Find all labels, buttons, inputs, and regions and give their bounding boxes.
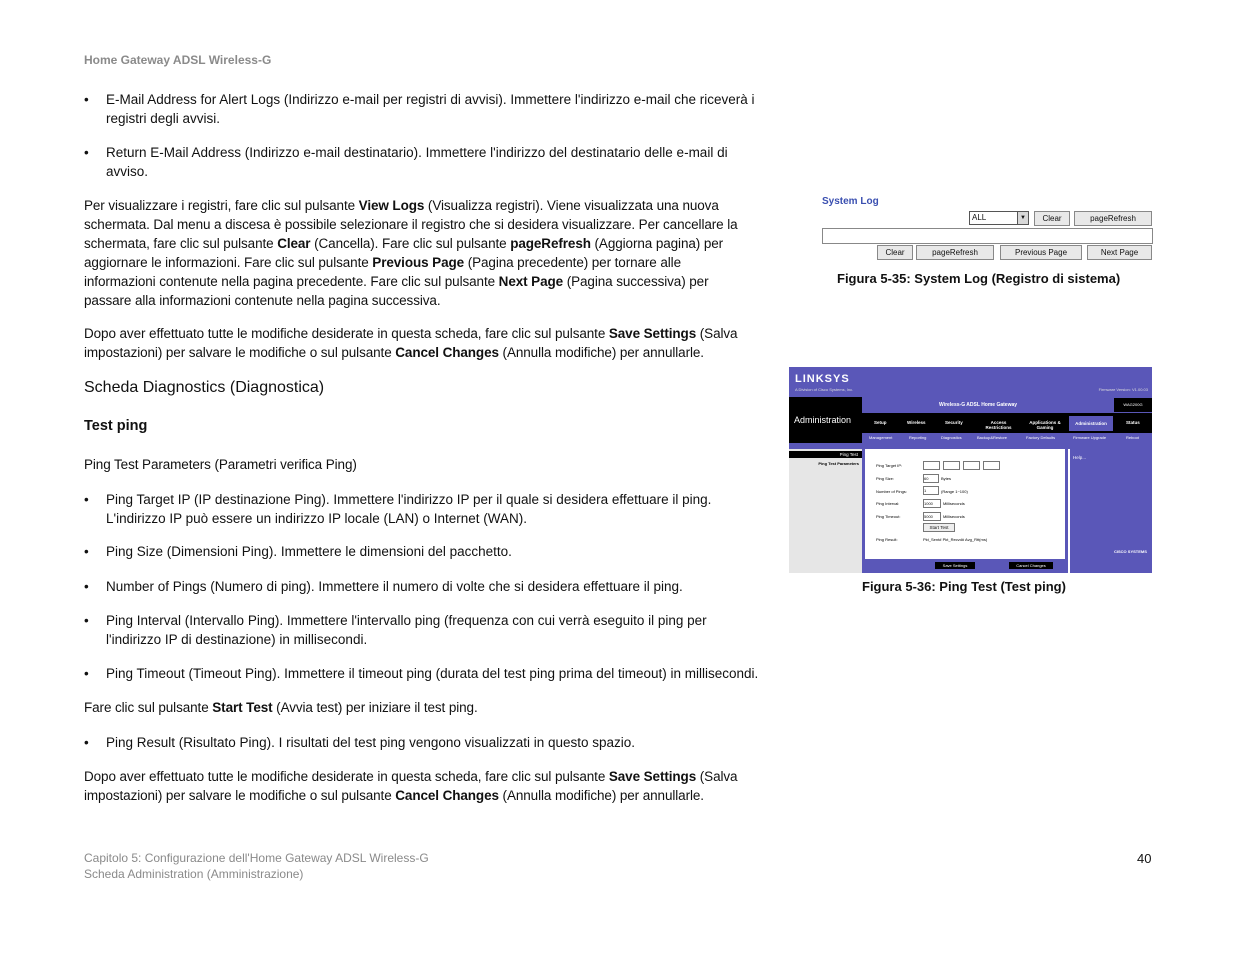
page-number: 40 <box>1137 851 1152 866</box>
label-ping-interval: Ping Interval: <box>876 501 900 506</box>
section-title: Scheda Diagnostics (Diagnostica) <box>84 379 325 396</box>
paragraph-start-test: Fare clic sul pulsante Start Test (Avvia test) per iniziare il test ping. <box>84 700 478 715</box>
tab-applications-gaming[interactable]: Applications & Gaming <box>1029 420 1061 430</box>
linksys-logo: LINKSYS <box>795 373 850 385</box>
label-ping-target: Ping Target IP: <box>876 463 903 468</box>
ping-ip-octet-4[interactable] <box>983 461 1000 470</box>
ping-ip-octet-3[interactable] <box>963 461 980 470</box>
cisco-logo: CISCO SYSTEMS <box>1114 549 1147 554</box>
ping-count-range: (Range 1~100) <box>941 489 968 494</box>
clear-button-top[interactable]: Clear <box>1034 211 1070 226</box>
ping-result-header: Pkt_Sent# Pkt_Recvd# Avg_Rtt(ms) <box>923 537 988 542</box>
ping-timeout-unit: Milliseconds <box>943 514 965 519</box>
subnav-reboot[interactable]: Reboot <box>1126 435 1139 440</box>
left-panel <box>789 449 862 573</box>
ping-ip-octet-2[interactable] <box>943 461 960 470</box>
figure-36-caption: Figura 5-36: Ping Test (Test ping) <box>862 579 1066 594</box>
page-refresh-button-top[interactable]: pageRefresh <box>1074 211 1152 226</box>
tab-setup[interactable]: Setup <box>874 420 887 425</box>
clear-button-bottom[interactable]: Clear <box>877 245 913 260</box>
log-type-select[interactable]: ALL ▼ <box>969 211 1029 225</box>
page-refresh-button-bottom[interactable]: pageRefresh <box>916 245 994 260</box>
firmware-version: Firmware Version: V1.00.03 <box>1098 387 1148 392</box>
figure-system-log <box>820 193 1155 265</box>
subnav-factory-defaults[interactable]: Factory Defaults <box>1026 435 1056 440</box>
model-badge: WAG200G <box>1114 398 1152 412</box>
ping-timeout-input[interactable]: 5000 <box>923 512 941 521</box>
section-label: Administration <box>794 415 852 425</box>
product-name: Wireless-G ADSL Home Gateway <box>939 402 1018 408</box>
label-ping-result: Ping Result: <box>876 537 898 542</box>
label-ping-size: Ping Size: <box>876 476 895 481</box>
tab-administration[interactable]: Administration <box>1069 416 1113 431</box>
ping-size-input[interactable]: 60 <box>923 474 939 483</box>
left-panel-item: Ping Test Parameters <box>818 461 859 466</box>
tab-access-restrictions[interactable]: Access Restrictions <box>985 420 1012 430</box>
system-log-title: System Log <box>822 196 879 207</box>
subnav-diagnostics[interactable]: Diagnostics <box>941 435 962 440</box>
paragraph-save-settings-2: Dopo aver effettuato tutte le modifiche desiderate in questa scheda, fare clic sul pulsante Save Settings (Salva impostazioni) per salvare le modifiche o sul pulsante Cancel Changes (Annulla modifiche) per annullarle. <box>84 769 738 803</box>
label-ping-timeout: Ping Timeout: <box>876 514 901 519</box>
ping-interval-unit: Milliseconds <box>943 501 965 506</box>
subnav-management[interactable]: Management <box>869 435 893 440</box>
subnav-firmware-upgrade[interactable]: Firmware Upgrade <box>1073 435 1107 440</box>
help-link[interactable]: Help... <box>1073 455 1087 460</box>
subsection-title: Test ping <box>84 418 148 434</box>
label-number-pings: Number of Pings: <box>876 489 907 494</box>
ping-ip-octet-1[interactable] <box>923 461 940 470</box>
left-panel-header: Ping Test <box>789 451 862 458</box>
chevron-down-icon: ▼ <box>1017 212 1028 224</box>
figure-35-caption: Figura 5-35: System Log (Registro di sistema) <box>837 271 1121 286</box>
save-settings-button[interactable]: Save Settings <box>935 562 975 569</box>
ping-interval-input[interactable]: 1000 <box>923 499 941 508</box>
log-display-area <box>822 228 1153 244</box>
paragraph-view-logs: Per visualizzare i registri, fare clic sul pulsante View Logs (Visualizza registri). Viene visualizzata una nuova schermata. Dal menu a discesa è possibile selezionare il registro che si desidera visualizzare. Per cancellare la schermata, fare clic sul pulsante Clear (Cancella). Fare clic sul pulsante pageRefresh (Aggiorna pagina) per aggiornare le informazioni. Fare clic sul pulsante Previous Page (Pagina precedente) per tornare alle informazioni contenute nella pagina precedente. Fare clic sul pulsante Next Page (Pagina successiva) per passare alla informazioni contenute nella pagina successiva. <box>84 198 738 308</box>
ping-count-input[interactable]: 1 <box>923 486 939 495</box>
next-page-button[interactable]: Next Page <box>1087 245 1152 260</box>
cancel-changes-button[interactable]: Cancel Changes <box>1009 562 1053 569</box>
tab-security[interactable]: Security <box>945 420 963 425</box>
subnav-backup-restore[interactable]: Backup&Restore <box>977 435 1008 440</box>
help-panel <box>1068 449 1152 573</box>
previous-page-button[interactable]: Previous Page <box>1000 245 1082 260</box>
start-test-button[interactable]: Start Test <box>923 523 955 532</box>
document-header: Home Gateway ADSL Wireless-G <box>84 53 272 67</box>
subnav-reporting[interactable]: Reporting <box>909 435 927 440</box>
paragraph-save-settings-1: Dopo aver effettuato tutte le modifiche desiderate in questa scheda, fare clic sul pulsante Save Settings (Salva impostazioni) per salvare le modifiche o sul pulsante Cancel Changes (Annulla modifiche) per annullarle. <box>84 326 738 360</box>
footer-section: Scheda Administration (Amministrazione) <box>84 867 304 881</box>
tab-wireless[interactable]: Wireless <box>907 420 926 425</box>
ping-size-unit: Bytes <box>941 476 952 481</box>
footer-chapter: Capitolo 5: Configurazione dell'Home Gateway ADSL Wireless-G <box>84 851 429 865</box>
ping-params-label: Ping Test Parameters (Parametri verifica Ping) <box>84 457 357 472</box>
logo-subtitle: A Division of Cisco Systems, Inc. <box>795 387 854 392</box>
figure-ping-test <box>789 367 1152 573</box>
tab-status[interactable]: Status <box>1126 420 1140 425</box>
